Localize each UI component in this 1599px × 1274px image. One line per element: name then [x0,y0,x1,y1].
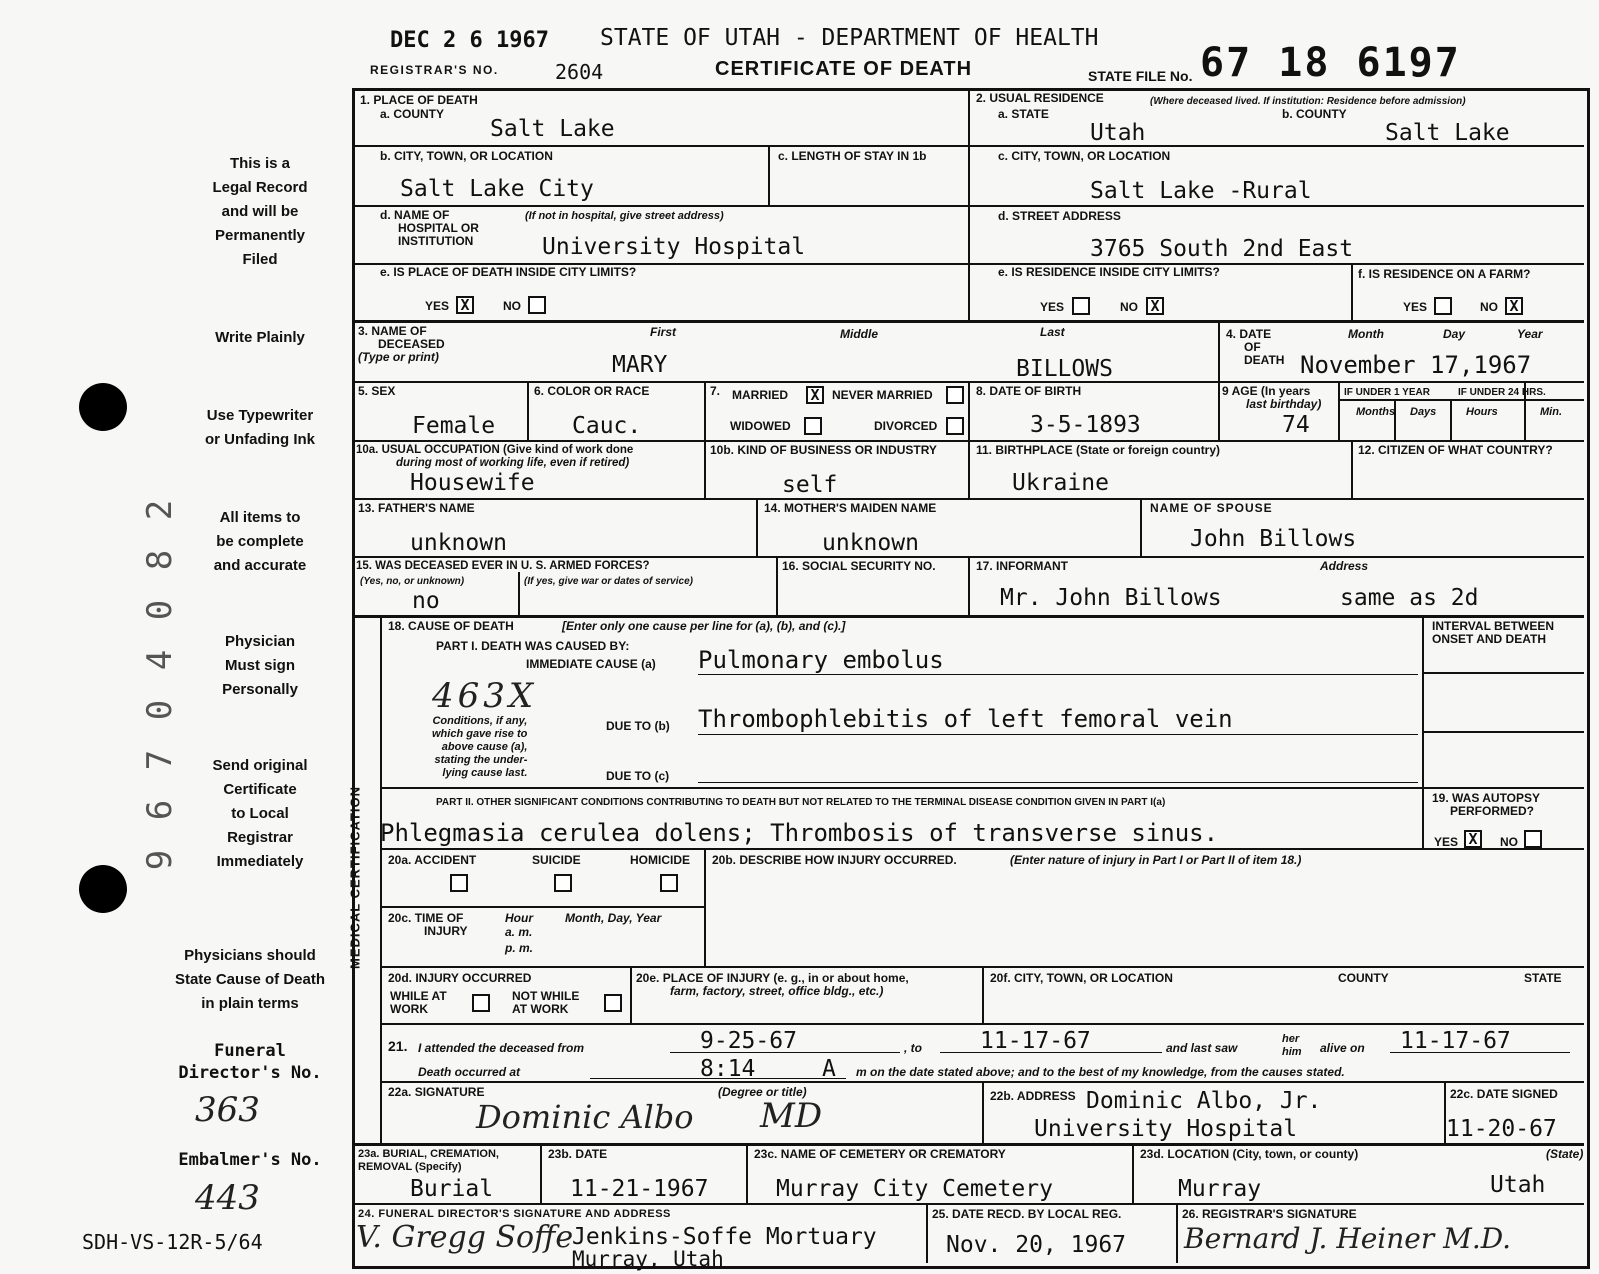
injury-county-label: COUNTY [1338,971,1389,985]
describe-injury-label: 20b. DESCRIBE HOW INJURY OCCURRED. [712,853,957,867]
month-label: Month [1348,327,1384,341]
min-label: Min. [1540,406,1562,418]
injury-state-label: STATE [1524,971,1562,985]
middle-label: Middle [840,327,878,341]
widowed-label: WIDOWED [730,419,791,433]
yes-label: YES [1403,300,1428,314]
res-street: 3765 South 2nd East [1090,236,1354,262]
certificate-title: CERTIFICATE OF DEATH [715,58,973,80]
months-label: Months [1356,406,1396,418]
age: 74 [1282,412,1310,438]
first-name: MARY [612,352,668,378]
last-label: Last [1040,325,1065,339]
him-label: him [1282,1046,1302,1058]
inside-city-label: e. IS PLACE OF DEATH INSIDE CITY LIMITS? [380,265,637,279]
funeral-director-sig-label: 24. FUNERAL DIRECTOR'S SIGNATURE AND ADDRESS [358,1208,671,1220]
cemetery-state: Utah [1490,1172,1546,1198]
injury-occurred-label: 20d. INJURY OCCURRED [388,971,532,985]
under-24-hrs-label: IF UNDER 24 HRS. [1458,387,1546,398]
injury-city-label: 20f. CITY, TOWN, OR LOCATION [990,971,1173,985]
place-of-injury-label: 20e. PLACE OF INJURY (e. g., in or about home, farm, factory, street, office bldg., etc.) [636,971,909,998]
res-state: Utah [1090,120,1146,146]
length-of-stay-label: c. LENGTH OF STAY IN 1b [778,149,927,163]
funeral-home-name: Jenkins-Soffe Mortuary [572,1224,877,1250]
physician-note: Physician Must sign Personally [222,633,298,698]
burial-date: 11-21-1967 [570,1176,709,1202]
attended-label: I attended the deceased from [418,1041,585,1055]
while-at-work-label: WHILE AT WORK [390,989,447,1016]
place-of-death-label: 1. PLACE OF DEATH [360,93,478,107]
farm-label: f. IS RESIDENCE ON A FARM? [1358,267,1531,281]
embalmer-number: 443 [195,1178,260,1218]
date-signed: 11-20-67 [1446,1116,1557,1142]
not-while-at-work-checkbox[interactable] [604,994,622,1012]
punch-hole-top [79,383,127,431]
address-label: Address [1320,559,1369,573]
res-county: Salt Lake [1385,120,1510,146]
hospital-label: d. NAME OF HOSPITAL OR INSTITUTION [380,208,479,248]
signature-label: 22a. SIGNATURE [388,1085,485,1099]
burial-date-label: 23b. DATE [548,1147,608,1161]
embalmer-label: Embalmer's No. [178,1150,322,1170]
spouse-label: NAME OF SPOUSE [1150,501,1273,515]
state-file-label: STATE FILE No. [1088,68,1193,84]
business-label: 10b. KIND OF BUSINESS OR INDUSTRY [710,443,937,457]
agency-title: STATE OF UTAH - DEPARTMENT OF HEALTH [600,25,1099,51]
cause-note: [Enter only one cause per line for (a), (b), and (c).] [562,619,846,633]
burial-label: 23a. BURIAL, CREMATION, REMOVAL (Specify) [358,1148,499,1173]
last-saw-label: and last saw [1166,1041,1238,1055]
autopsy-no-checkbox[interactable] [1524,830,1542,848]
armed-b-label: (If yes, give war or dates of service) [524,576,693,587]
am-label: a. m. [505,925,533,939]
location-label: 23d. LOCATION (City, town, or county) [1140,1147,1359,1161]
autopsy-yes-checkbox[interactable]: X [1464,830,1482,848]
name-deceased-label: 3. NAME OF DECEASED (Type or print) [358,324,445,364]
address-22b-label: 22b. ADDRESS [990,1089,1076,1103]
while-at-work-checkbox[interactable] [472,994,490,1012]
funeral-director-signature: V. Gregg Soffe [356,1220,574,1255]
married-label: MARRIED [732,388,788,402]
disposition: Burial [410,1176,494,1202]
her-label: her [1282,1033,1300,1045]
due-to-b-label: DUE TO (b) [606,719,670,733]
vertical-serial-number: 2 8 0 4 0 7 6 9 [140,499,180,871]
occupation-label: 10a. USUAL OCCUPATION (Give kind of work done during most of working life, even if retired) [356,444,634,469]
death-occurred-text: m on the date stated above; and to the best of my knowledge, from the causes stated. [856,1065,1345,1079]
state-paren-label: (State) [1546,1147,1584,1161]
not-while-at-work-label: NOT WHILE AT WORK [512,989,580,1016]
father-label: 13. FATHER'S NAME [358,501,475,515]
immediate-cause-label: IMMEDIATE CAUSE (a) [526,657,656,671]
res-state-label: a. STATE [998,107,1049,121]
autopsy-label: 19. WAS AUTOPSY PERFORMED? [1432,791,1541,818]
homicide-checkbox[interactable] [660,874,678,892]
suicide-checkbox[interactable] [554,874,572,892]
res-county-label: b. COUNTY [1282,107,1347,121]
typewriter-note: Use Typewriter or Unfading Ink [205,407,315,448]
date-received: Nov. 20, 1967 [946,1232,1127,1258]
death-city: Salt Lake City [400,176,594,202]
alive-on-label: alive on [1320,1041,1365,1055]
death-in-city-yes-checkbox[interactable]: X [456,296,474,314]
yes-label: YES [1040,300,1065,314]
father-name: unknown [410,530,507,556]
city-label: b. CITY, TOWN, OR LOCATION [380,149,553,163]
armed-a-label: (Yes, no, or unknown) [360,576,465,587]
attended-to: 11-17-67 [980,1028,1091,1054]
county-label: a. COUNTY [380,107,445,121]
date-of-birth: 3-5-1893 [1030,412,1141,438]
res-city-label: c. CITY, TOWN, OR LOCATION [998,149,1171,163]
street-label: d. STREET ADDRESS [998,209,1121,223]
no-label: NO [1480,300,1498,314]
usual-residence-note: (Where deceased lived. If institution: Residence before admission) [1150,96,1466,107]
date-received-label: 25. DATE RECD. BY LOCAL REG. [932,1207,1122,1221]
interval-label: INTERVAL BETWEEN ONSET AND DEATH [1432,619,1555,646]
describe-injury-note: (Enter nature of injury in Part I or Part II of item 18.) [1010,853,1302,867]
date-signed-label: 22c. DATE SIGNED [1450,1087,1558,1101]
time-ampm: A [822,1056,836,1082]
hour-label: Hour [505,911,533,925]
write-plainly-note: Write Plainly [215,329,305,346]
date-of-death: November 17,1967 [1300,351,1532,379]
cause-label: 18. CAUSE OF DEATH [388,619,514,633]
cause-a: Pulmonary embolus [698,646,944,674]
medical-certification-label: MEDICAL CERTIFICATION [347,786,363,970]
first-label: First [650,325,677,339]
last-name: BILLOWS [1016,356,1113,382]
part2-label: PART II. OTHER SIGNIFICANT CONDITIONS CONTRIBUTING TO DEATH BUT NOT RELATED TO THE TERMINAL DISEASE CONDITION GIVEN IN PART I(a) [436,797,1166,808]
physician-signature: Dominic Albo [476,1098,694,1136]
punch-hole-bottom [79,865,127,913]
physician-address-1: Dominic Albo, Jr. [1086,1088,1322,1114]
under-1-year-label: IF UNDER 1 YEAR [1344,387,1430,398]
res-inside-city-label: e. IS RESIDENCE INSIDE CITY LIMITS? [998,265,1220,279]
widowed-checkbox[interactable] [804,417,822,435]
birthplace-label: 11. BIRTHPLACE (State or foreign country) [976,443,1221,457]
registrar-no: 2604 [555,60,604,84]
yes-label: YES [1434,835,1459,849]
day-label: Day [1443,327,1466,341]
divorced-checkbox[interactable] [946,417,964,435]
death-county: Salt Lake [490,116,615,142]
informant: Mr. John Billows [1000,585,1222,611]
hospital-note: (If not in hospital, give street address) [525,210,724,222]
registrar-sig-label: 26. REGISTRAR'S SIGNATURE [1182,1207,1357,1221]
cause-b: Thrombophlebitis of left femoral vein [698,705,1233,733]
race-label: 6. COLOR OR RACE [534,384,650,398]
part2-conditions: Phlegmasia cerulea dolens; Thrombosis of transverse sinus. [380,819,1219,847]
degree-label: (Degree or title) [718,1085,807,1099]
received-stamp: DEC 2 6 1967 [390,28,549,53]
homicide-label: HOMICIDE [630,853,690,867]
farm-yes-checkbox[interactable] [1434,297,1452,315]
accident-checkbox[interactable] [450,874,468,892]
farm-no-checkbox[interactable]: X [1505,297,1523,315]
time-of-death: 8:14 [700,1056,756,1082]
no-label: NO [503,299,521,313]
attended-from: 9-25-67 [700,1028,797,1054]
complete-note: All items to be complete and accurate [213,509,307,574]
dob-label: 8. DATE OF BIRTH [976,384,1082,398]
mother-name: unknown [822,530,919,556]
cemetery-location: Murray [1178,1176,1262,1202]
funeral-home-city: Murray, Utah [572,1247,724,1271]
sex-label: 5. SEX [358,384,396,398]
year-label: Year [1517,327,1543,341]
conditions-note: Conditions, if any, which gave rise to above cause (a), stating the under- lying cause last. [432,715,528,779]
physicians-should-note: Physicians should State Cause of Death in plain terms [174,947,326,1012]
res-in-city-yes-checkbox[interactable] [1072,297,1090,315]
attended-number: 21. [388,1038,408,1054]
divorced-label: DIVORCED [874,419,938,433]
never-married-checkbox[interactable] [946,386,964,404]
death-in-city-no-checkbox[interactable] [528,296,546,314]
occupation: Housewife [410,470,535,496]
to-label: , to [904,1041,922,1055]
time-of-injury-label: 20c. TIME OF INJURY [388,911,468,938]
send-original-note: Send original Certificate to Local Registrar Immediately [212,757,308,870]
business: self [782,472,838,498]
armed-forces-label: 15. WAS DECEASED EVER IN U. S. ARMED FORCES? [356,560,650,572]
ssn-label: 16. SOCIAL SECURITY NO. [782,559,936,573]
form-id: SDH-VS-12R-5/64 [82,1230,263,1254]
hospital-name: University Hospital [542,234,806,260]
res-city: Salt Lake -Rural [1090,178,1312,204]
sex: Female [412,413,496,439]
res-in-city-no-checkbox[interactable]: X [1146,297,1164,315]
no-label: NO [1500,835,1518,849]
age-label: 9 AGE (In years last birthday) [1222,384,1322,411]
registrar-no-label: REGISTRAR'S NO. [370,63,499,77]
registrar-signature: Bernard J. Heiner M.D. [1184,1222,1512,1255]
informant-address: same as 2d [1340,585,1479,611]
citizen-label: 12. CITIZEN OF WHAT COUNTRY? [1358,443,1553,457]
part1-label: PART I. DEATH WAS CAUSED BY: [436,639,630,653]
marital-number: 7. [710,384,721,398]
pm-label: p. m. [505,941,534,955]
days-label: Days [1410,406,1437,418]
hours-label: Hours [1466,406,1498,418]
due-to-c-label: DUE TO (c) [606,769,670,783]
informant-label: 17. INFORMANT [976,559,1069,573]
physician-degree: MD [760,1096,823,1136]
never-married-label: NEVER MARRIED [832,388,933,402]
legal-record-note: This is a Legal Record and will be Permanently Filed [212,155,308,268]
date-of-death-label: 4. DATE OF DEATH [1226,327,1285,367]
state-file-number: 67 18 6197 [1200,40,1461,86]
yes-label: YES [425,299,450,313]
death-occurred-label: Death occurred at [418,1065,521,1079]
accident-label: 20a. ACCIDENT [388,853,477,867]
cemetery-label: 23c. NAME OF CEMETERY OR CREMATORY [754,1147,1006,1161]
no-label: NO [1120,300,1138,314]
race: Cauc. [572,413,642,439]
armed-forces: no [412,588,440,614]
mdy-label: Month, Day, Year [565,911,662,925]
funeral-director-label: Funeral Director's No. [178,1041,322,1083]
cause-code: 463X [432,676,538,716]
suicide-label: SUICIDE [532,853,581,867]
physician-address-2: University Hospital [1034,1116,1298,1142]
usual-residence-label: 2. USUAL RESIDENCE [976,91,1104,105]
cemetery: Murray City Cemetery [776,1176,1053,1202]
funeral-director-number: 363 [195,1090,260,1130]
mother-label: 14. MOTHER'S MAIDEN NAME [764,501,937,515]
married-checkbox[interactable]: X [806,386,824,404]
spouse-name: John Billows [1190,526,1357,552]
birthplace: Ukraine [1012,470,1109,496]
last-seen-date: 11-17-67 [1400,1028,1511,1054]
